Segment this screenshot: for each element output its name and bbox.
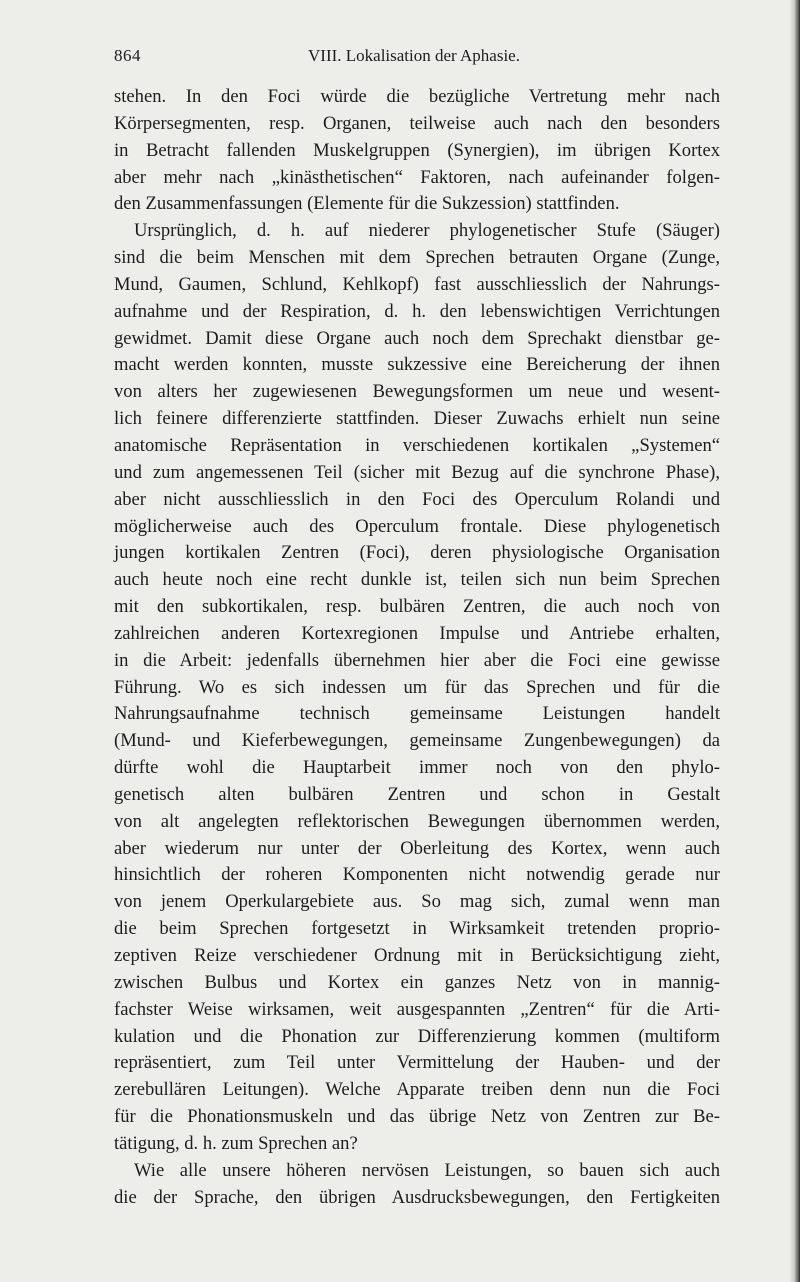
text-line: stehen. In den Foci würde die bezügliche Vertretung mehr nach	[114, 86, 720, 107]
text-line: (Mund- und Kieferbewegungen, gemeinsame Zungenbewegungen) da	[114, 730, 720, 752]
body-text	[114, 84, 720, 1211]
text-line: aber mehr nach „kinästhetischen“ Faktoren, nach aufeinander folgen-	[114, 166, 720, 188]
text-line: in die Arbeit: jedenfalls übernehmen hier aber die Foci eine gewisse	[114, 649, 720, 671]
text-line: und zum angemessenen Teil (sicher mit Bezug auf die synchrone Phase),	[114, 461, 720, 483]
text-line: aufnahme und der Respiration, d. h. den lebenswichtigen Verrichtungen	[114, 300, 720, 322]
text-line: die beim Sprechen fortgesetzt in Wirksamkeit tretenden proprio-	[114, 918, 720, 940]
text-line: Ursprünglich, d. h. auf niederer phylogenetischer Stufe (Säuger)	[134, 220, 720, 242]
text-line: Führung. Wo es sich indessen um für das Sprechen und für die	[114, 676, 720, 698]
text-line: den Zusammenfassungen (Elemente für die Sukzession) stattfinden.	[114, 193, 620, 215]
text-line: lich feinere differenzierte stattfinden. Dieser Zuwachs erhielt nun seine	[114, 408, 720, 430]
text-line: kulation und die Phonation zur Differenzierung kommen (multiform	[114, 1025, 720, 1047]
text-line: zerebullären Leitungen). Welche Apparate treiben denn nun die Foci	[114, 1079, 720, 1101]
text-line: jungen kortikalen Zentren (Foci), deren physiologische Organisation	[114, 542, 720, 564]
text-line: repräsentiert, zum Teil unter Vermittelung der Hauben- und der	[114, 1052, 720, 1074]
text-line: auch heute noch eine recht dunkle ist, teilen sich nun beim Sprechen	[114, 569, 720, 591]
text-line: tätigung, d. h. zum Sprechen an?	[114, 1132, 358, 1154]
text-line: zeptiven Reize verschiedener Ordnung mit in Berücksichtigung zieht,	[114, 945, 720, 966]
text-line: in Betracht fallenden Muskelgruppen (Synergien), im übrigen Kortex	[114, 139, 720, 161]
text-line: von alters her zugewiesenen Bewegungsformen um neue und wesent-	[114, 381, 720, 403]
text-line: zwischen Bulbus und Kortex ein ganzes Netz von in mannig-	[114, 971, 720, 993]
text-line: anatomische Repräsentation in verschiedenen kortikalen „Systemen“	[114, 434, 720, 456]
page-header	[114, 44, 720, 72]
text-line: zahlreichen anderen Kortexregionen Impulse und Antriebe erhalten,	[114, 622, 720, 644]
text-line: möglicherweise auch des Operculum frontale. Diese phylogenetisch	[114, 515, 720, 537]
page-number: 864	[114, 46, 141, 65]
text-line: Mund, Gaumen, Schlund, Kehlkopf) fast ausschliesslich der Nahrungs-	[114, 273, 720, 295]
text-line: aber nicht ausschliesslich in den Foci des Operculum Rolandi und	[114, 488, 720, 510]
text-line: mit den subkortikalen, resp. bulbären Zentren, die auch noch von	[114, 596, 720, 618]
text-line: die der Sprache, den übrigen Ausdrucksbewegungen, den Fertigkeiten	[114, 1186, 720, 1208]
text-line: für die Phonationsmuskeln und das übrige Netz von Zentren zur Be-	[114, 1106, 720, 1128]
text-line: von jenem Operkulargebiete aus. So mag sich, zumal wenn man	[114, 891, 720, 913]
text-line: genetisch alten bulbären Zentren und schon in Gestalt	[114, 783, 720, 805]
text-line: fachster Weise wirksamen, weit ausgespannten „Zentren“ für die Arti-	[114, 998, 720, 1020]
text-line: dürfte wohl die Hauptarbeit immer noch von den phylo-	[114, 757, 720, 779]
text-line: Körpersegmenten, resp. Organen, teilweise auch nach den besonders	[114, 112, 720, 134]
text-line: aber wiederum nur unter der Oberleitung des Kortex, wenn auch	[114, 837, 720, 859]
page-edge	[790, 0, 800, 1282]
text-line: sind die beim Menschen mit dem Sprechen betrauten Organe (Zunge,	[114, 247, 720, 269]
text-line: Wie alle unsere höheren nervösen Leistungen, so bauen sich auch	[134, 1159, 720, 1181]
running-head: VIII. Lokalisation der Aphasie.	[308, 46, 520, 65]
text-line: gewidmet. Damit diese Organe auch noch dem Sprechakt dienstbar ge-	[114, 327, 720, 349]
text-line: hinsichtlich der roheren Komponenten nicht notwendig gerade nur	[114, 864, 720, 886]
text-line: Nahrungsaufnahme technisch gemeinsame Leistungen handelt	[114, 703, 720, 725]
text-line: von alt angelegten reflektorischen Bewegungen übernommen werden,	[114, 810, 720, 832]
text-line: macht werden konnten, musste sukzessive eine Bereicherung der ihnen	[114, 354, 720, 376]
